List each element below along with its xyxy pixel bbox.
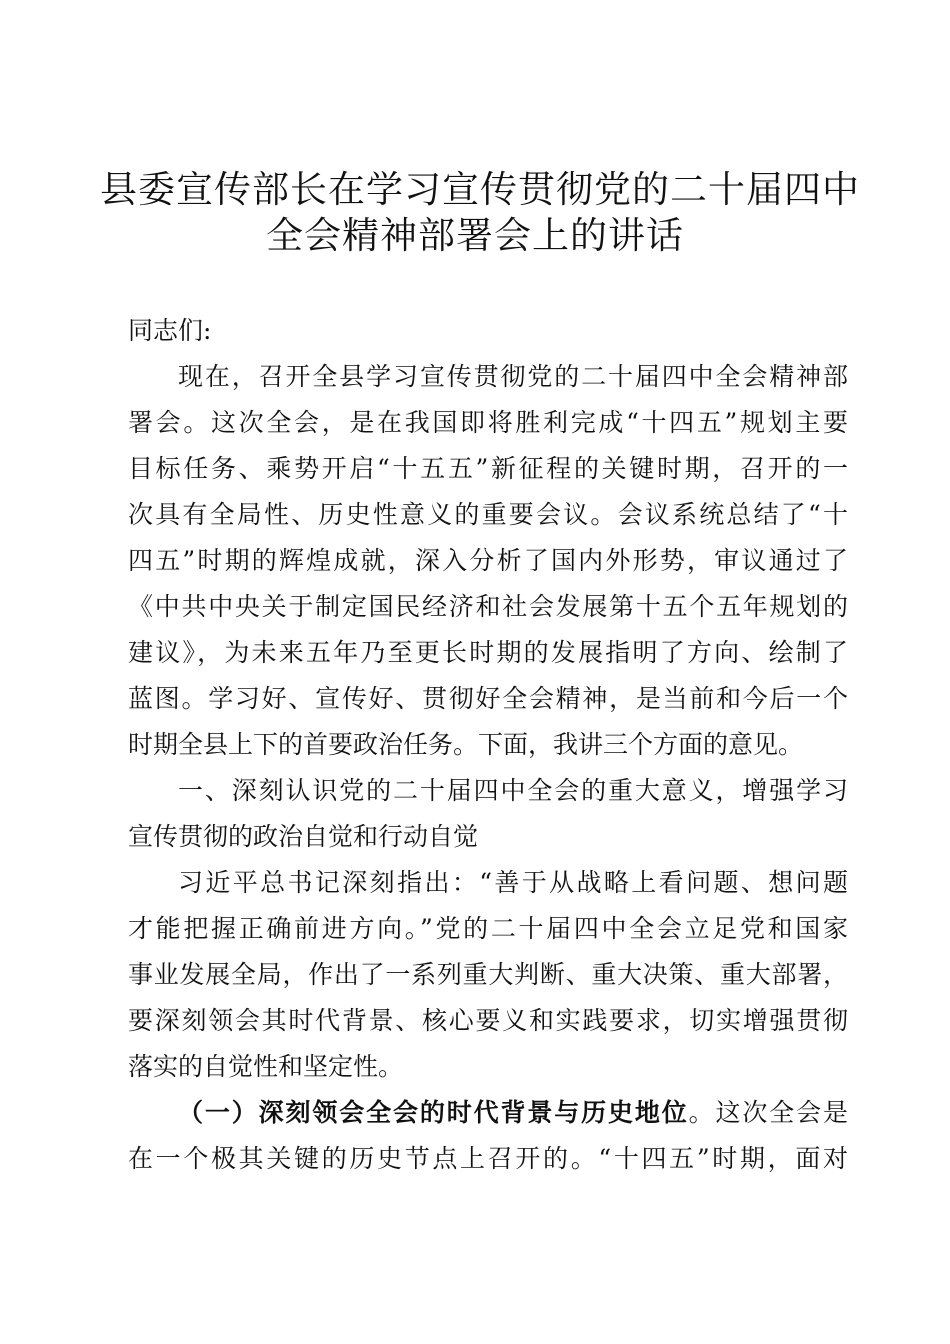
paragraph-line: 蓝图。学习好、宣传好、贯彻好全会精神，是当前和今后一个 — [128, 684, 848, 713]
paragraph-line: 现在，召开全县学习宣传贯彻党的二十届四中全会精神部 — [178, 362, 848, 391]
paragraph-line: 时期全县上下的首要政治任务。下面，我讲三个方面的意见。 — [128, 730, 804, 759]
paragraph-line: 事业发展全局，作出了一系列重大判断、重大决策、重大部署， — [128, 960, 848, 989]
paragraph-line: 要深刻领会其时代背景、核心要义和实践要求，切实增强贯彻 — [128, 1006, 848, 1035]
document-title-line-1: 县委宣传部长在学习宣传贯彻党的二十届四中 — [100, 168, 860, 211]
salutation: 同志们: — [128, 316, 212, 345]
subheading-line — [128, 1096, 848, 1142]
section-heading-line: 宣传贯彻的政治自觉和行动自觉 — [128, 822, 479, 851]
paragraph-line: 习近平总书记深刻指出：“善于从战略上看问题、想问题 — [178, 868, 848, 897]
subheading-rest-text: 。这次全会是 — [688, 1098, 848, 1127]
paragraph-line: 目标任务、乘势开启“十五五”新征程的关键时期，召开的一 — [128, 454, 848, 483]
paragraph-line: 落实的自觉性和坚定性。 — [128, 1052, 404, 1081]
document-body — [128, 314, 848, 1188]
paragraph-line: 建议》，为未来五年乃至更长时期的发展指明了方向、绘制了 — [128, 638, 848, 667]
paragraph-line: 次具有全局性、历史性意义的重要会议。会议系统总结了“十 — [128, 500, 848, 529]
document-title-line-2: 全会精神部署会上的讲话 — [266, 214, 684, 257]
paragraph-line: 才能把握正确前进方向。”党的二十届四中全会立足党和国家 — [128, 914, 848, 943]
paragraph-line: 《中共中央关于制定国民经济和社会发展第十五个五年规划的 — [128, 592, 848, 621]
paragraph-line: 在一个极其关键的历史节点上召开的。“十四五”时期，面对 — [128, 1144, 848, 1173]
subheading-bold-text: （一）深刻领会全会的时代背景与历史地位 — [178, 1098, 689, 1127]
section-heading-line: 一、深刻认识党的二十届四中全会的重大意义，增强学习 — [178, 776, 848, 805]
paragraph-line: 署会。这次全会，是在我国即将胜利完成“十四五”规划主要 — [128, 408, 848, 437]
paragraph-line: 四五”时期的辉煌成就，深入分析了国内外形势，审议通过了 — [128, 546, 848, 575]
